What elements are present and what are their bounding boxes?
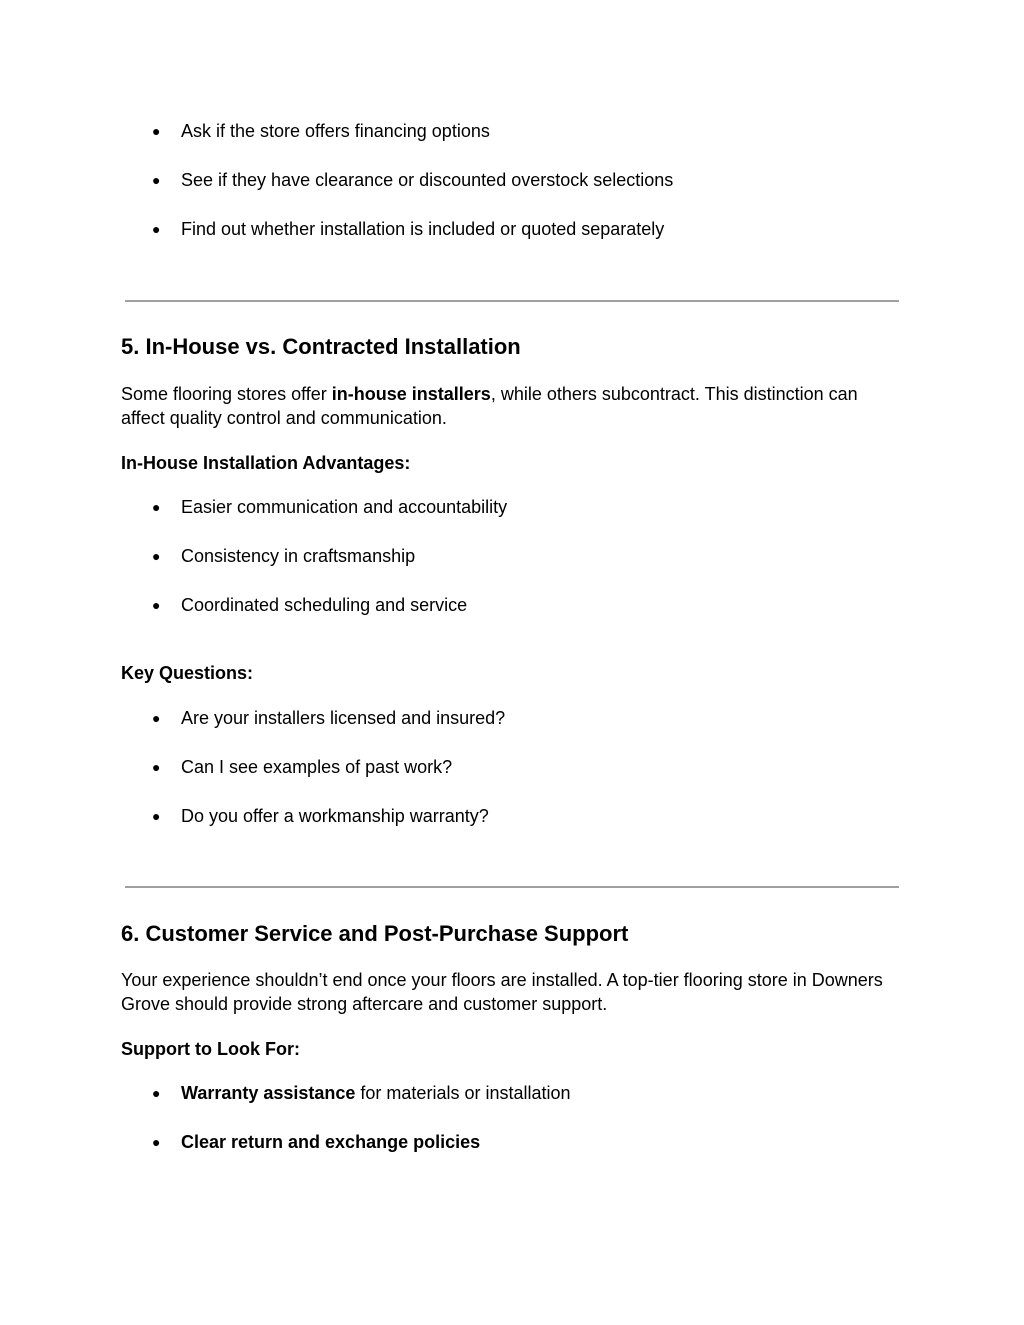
subheading: In-House Installation Advantages:	[121, 453, 411, 473]
paragraph-line: Your experience shouldn’t end once your floors are installed. A top-tier flooring store in Downers	[121, 970, 883, 990]
section-divider	[125, 886, 899, 888]
list-item-text: Find out whether installation is included or quoted separately	[181, 219, 665, 239]
list-item-text: Coordinated scheduling and service	[181, 595, 468, 615]
list-item-text: Are your installers licensed and insured?	[181, 708, 506, 728]
paragraph-line: affect quality control and communication.	[121, 408, 447, 428]
paragraph-line: Grove should provide strong aftercare and customer support.	[121, 994, 608, 1014]
bold-phrase: Clear return and exchange policies	[181, 1132, 481, 1152]
bullet-icon: ●	[152, 597, 161, 613]
list-item-text: Warranty assistance for materials or installation	[181, 1083, 571, 1103]
bold-phrase: Warranty assistance	[181, 1083, 356, 1103]
list-item-text	[181, 1131, 480, 1153]
section-heading: 6. Customer Service and Post-Purchase Support	[121, 921, 629, 946]
list-item-text: Can I see examples of past work?	[181, 757, 453, 777]
paragraph-line: Some flooring stores offer in-house installers, while others subcontract. This distinction can	[121, 384, 858, 404]
bullet-icon: ●	[152, 759, 161, 775]
subheading: Support to Look For:	[121, 1039, 300, 1059]
bullet-icon: ●	[152, 1134, 161, 1150]
list-item-text: Consistency in craftsmanship	[181, 546, 416, 566]
bullet-icon: ●	[152, 499, 161, 515]
list-item-text: Do you offer a workmanship warranty?	[181, 806, 489, 826]
bullet-icon: ●	[152, 123, 161, 139]
subheading: Key Questions:	[121, 663, 254, 683]
bullet-icon: ●	[152, 1085, 161, 1101]
list-item-text: Easier communication and accountability	[181, 497, 508, 517]
section-paragraph	[121, 968, 911, 1016]
list-item-text: Ask if the store offers financing options	[181, 121, 490, 141]
bullet-icon: ●	[152, 710, 161, 726]
bullet-icon: ●	[152, 221, 161, 237]
section-heading: 5. In-House vs. Contracted Installation	[121, 334, 521, 359]
bullet-icon: ●	[152, 808, 161, 824]
bullet-icon: ●	[152, 172, 161, 188]
bullet-icon: ●	[152, 548, 161, 564]
list-item-text: See if they have clearance or discounted overstock selections	[181, 170, 674, 190]
bold-phrase: in-house installers	[331, 384, 491, 404]
section-divider	[125, 300, 899, 302]
section-paragraph	[121, 382, 911, 430]
